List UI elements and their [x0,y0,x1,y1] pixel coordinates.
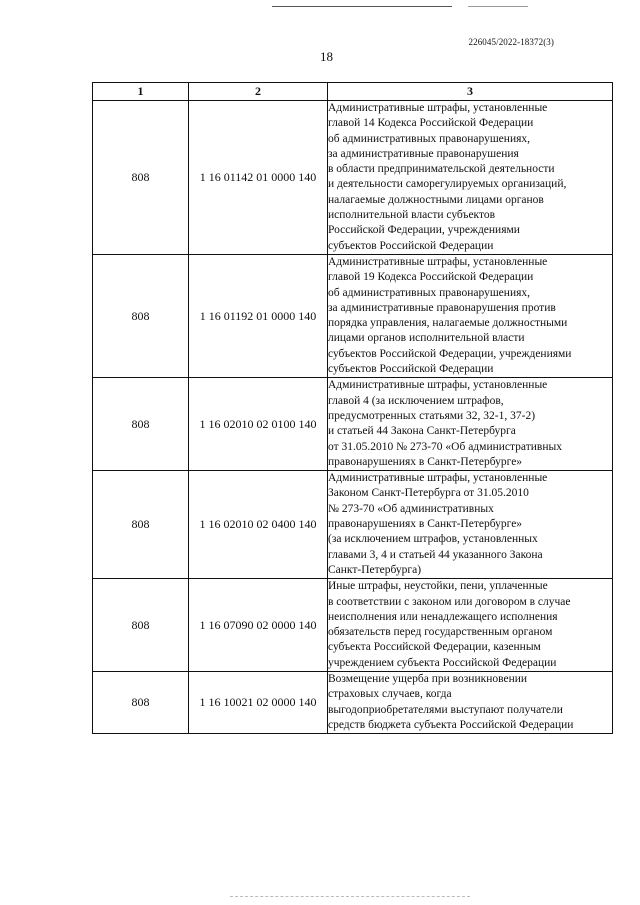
table-row [93,671,613,733]
description-line: за административные правонарушения [328,147,519,160]
description-line: об административных правонарушениях, [328,286,531,299]
description-line: главами 3, 4 и статьей 44 указанного Закона [328,548,543,561]
budget-classification-code-cell: 1 16 02010 02 0100 140 [189,378,328,471]
income-description-cell [328,471,613,579]
description-line: исполнительной власти субъектов [328,209,496,222]
description-line: субъектов Российской Федерации [328,239,494,252]
description-line: учреждением субъекта Российской Федерации [328,656,557,669]
table-header-row [93,83,613,101]
top-rule-fragment [468,6,528,7]
description-line: налагаемые должностными лицами органов [328,193,544,206]
description-line: правонарушениях в Санкт-Петербурге» [328,518,523,531]
description-line: Законом Санкт-Петербурга от 31.05.2010 [328,487,529,500]
table-row [93,101,613,255]
admin-code-cell: 808 [93,471,189,579]
description-line: выгодоприобретателями выступают получатели [328,703,563,716]
budget-classification-code-cell: 1 16 01142 01 0000 140 [189,101,328,255]
description-line: Иные штрафы, неустойки, пени, уплаченные [328,580,548,593]
table-row [93,579,613,672]
budget-classification-code-cell: 1 16 07090 02 0000 140 [189,579,328,672]
description-line: Возмещение ущерба при возникновении [328,672,528,685]
budget-classification-code-cell: 1 16 10021 02 0000 140 [189,671,328,733]
column-header-3: 3 [328,83,613,101]
column-header-1: 1 [93,83,189,101]
description-line: № 273-70 «Об административных [328,502,494,515]
budget-classification-code-cell: 1 16 02010 02 0400 140 [189,471,328,579]
page-number: 18 [320,49,333,64]
description-line: Административные штрафы, установленные [328,255,548,268]
income-description-cell [328,101,613,255]
income-description-cell [328,671,613,733]
column-header-2: 2 [189,83,328,101]
description-line: субъекта Российской Федерации, казенным [328,641,541,654]
description-line: Российской Федерации, учреждениями [328,224,520,237]
admin-code-cell: 808 [93,378,189,471]
income-description-cell [328,579,613,672]
table-row [93,471,613,579]
document-id: 226045/2022-18372(3) [468,37,554,47]
description-line: Административные штрафы, установленные [328,379,548,392]
description-line: предусмотренных статьями 32, 32-1, 37-2) [328,409,536,422]
top-rule [272,6,452,7]
description-line: об административных правонарушениях, [328,132,531,145]
table-row [93,378,613,471]
table-row [93,254,613,377]
description-line: от 31.05.2010 № 273-70 «Об административных [328,440,562,453]
description-line: главой 4 (за исключением штрафов, [328,394,504,407]
description-line: лицами органов исполнительной власти [328,332,525,345]
description-line: страховых случаев, когда [328,688,452,701]
description-line: и деятельности саморегулируемых организаций, [328,178,567,191]
description-line: Административные штрафы, установленные [328,472,548,485]
description-line: главой 19 Кодекса Российской Федерации [328,271,534,284]
admin-code-cell: 808 [93,101,189,255]
description-line: порядка управления, налагаемые должностными [328,317,568,330]
budget-codes-table [92,82,613,734]
description-line: Санкт-Петербурга) [328,563,422,576]
description-line: и статьей 44 Закона Санкт-Петербурга [328,425,516,438]
admin-code-cell: 808 [93,579,189,672]
description-line: в области предпринимательской деятельности [328,163,555,176]
description-line: субъектов Российской Федерации [328,363,494,376]
description-line: главой 14 Кодекса Российской Федерации [328,117,534,130]
description-line: Административные штрафы, установленные [328,102,548,114]
description-line: обязательств перед государственным органом [328,626,553,639]
admin-code-cell: 808 [93,254,189,377]
income-description-cell [328,378,613,471]
description-line: (за исключением штрафов, установленных [328,533,538,546]
description-line: за административные правонарушения против [328,301,556,314]
table-body [93,101,613,734]
description-line: средств бюджета субъекта Российской Федерации [328,718,574,731]
bottom-scan-marks [230,896,470,898]
budget-classification-code-cell: 1 16 01192 01 0000 140 [189,254,328,377]
admin-code-cell: 808 [93,671,189,733]
income-description-cell [328,254,613,377]
description-line: субъектов Российской Федерации, учреждениями [328,347,572,360]
description-line: правонарушениях в Санкт-Петербурге» [328,455,523,468]
description-line: в соответствии с законом или договором в случае [328,595,571,608]
description-line: неисполнения или ненадлежащего исполнения [328,610,558,623]
